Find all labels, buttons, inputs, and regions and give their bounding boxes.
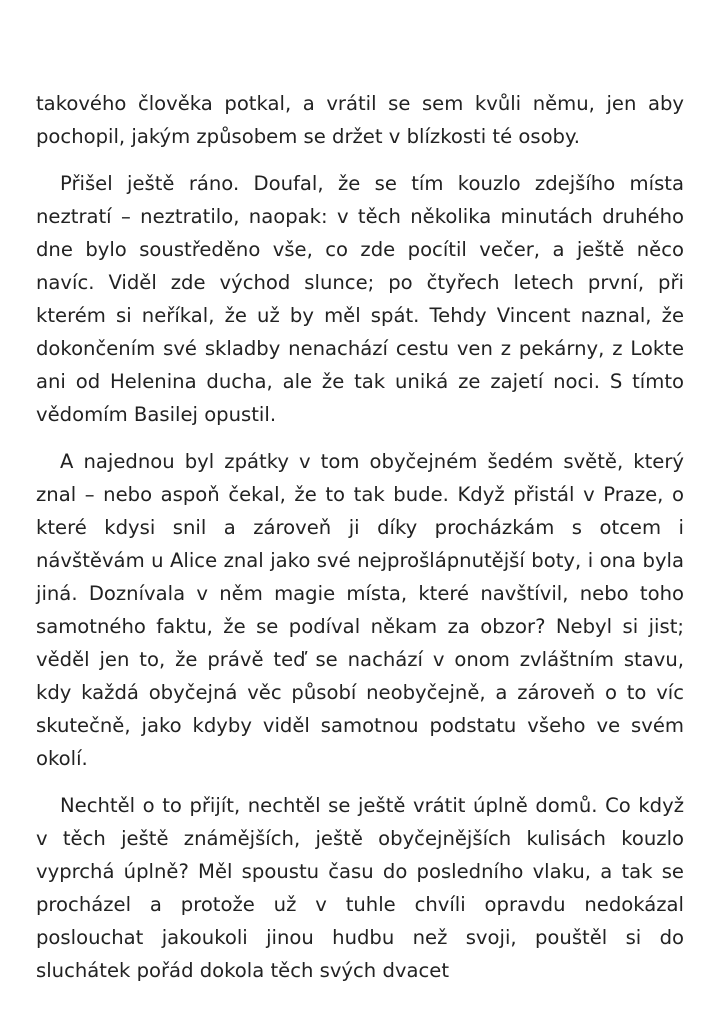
paragraph: A najednou byl zpátky v tom obyčejném šedém světě, který znal – nebo aspoň čekal, že to tak bude. Když přistál v Praze, o které kdysi snil a zároveň ji díky procházkám s otcem i návštěvám u Alice znal jako své nejprošlápnutější boty, i ona byla jiná. Doznívala v něm magie místa, které navštívil, nebo toho samotného faktu, že se podíval někam za obzor? Nebyl si jist; věděl jen to, že právě teď se nachází v onom zvláštním stavu, kdy každá obyčejná věc působí neobyčejně, a zároveň o to víc skutečně, jako kdyby viděl samotnou podstatu všeho ve svém okolí. xyxy=(36,450,684,770)
paragraph: Nechtěl o to přijít, nechtěl se ještě vrátit úplně domů. Co když v těch ještě známějších, ještě obyčejnějších kulisách kouzlo vyprchá úplně? Měl spoustu času do posledního vlaku, a tak se procházel a protože už v tuhle chvíli opravdu nedokázal poslouchat jakoukoli jinou hudbu než svoji, pouštěl si do sluchátek pořád dokola těch svých dvacet xyxy=(36,794,684,982)
paragraph: Přišel ještě ráno. Doufal, že se tím kouzlo zdejšího místa neztratí – neztratilo, naopak: v těch několika minutách druhého dne bylo soustředěno vše, co zde pocítil večer, a ještě něco navíc. Viděl zde východ slunce; po čtyřech letech první, při kterém si neříkal, že už by měl spát. Tehdy Vincent naznal, že dokončením své skladby nenachází cestu ven z pekárny, z Lokte ani od Helenina ducha, ale že tak uniká ze zajetí noci. S tímto vědomím Basilej opustil. xyxy=(36,172,684,426)
paragraph-continuation: takového člověka potkal, a vrátil se sem kvůli němu, jen aby pochopil, jakým způsobem se držet v blízkosti té osoby. xyxy=(36,92,684,148)
book-page-text xyxy=(36,87,684,1001)
